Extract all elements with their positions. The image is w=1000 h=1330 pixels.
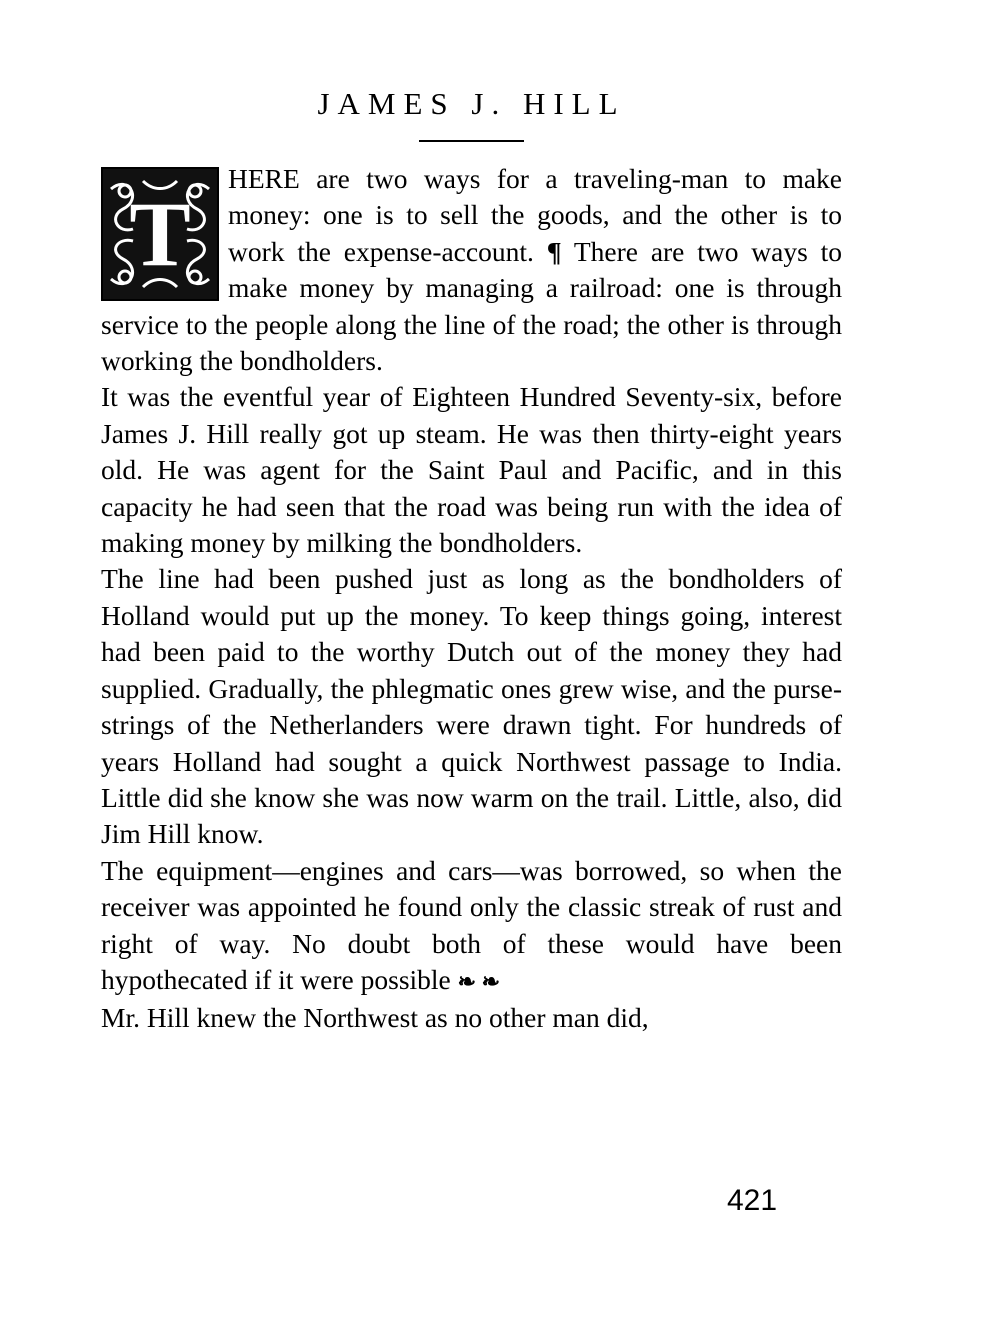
leaf-ornament-icon: ❧ ❧	[457, 968, 501, 994]
paragraph-4	[101, 853, 842, 1001]
running-title: JAMES J. HILL	[317, 86, 626, 121]
paragraph-4-text: The equipment—engines and cars—was borrowed, so when the receiver was appointed he found only the classic streak of rust and right of way. No doubt both of these would have been hypothecated if it were possible	[101, 854, 842, 995]
ornamental-initial	[101, 167, 219, 301]
drop-cap-letter: T	[129, 182, 191, 285]
page-number: 421	[727, 1184, 778, 1217]
paragraph-1-continuation: There are two ways to make money by managing a railroad: one is through service to the people along the line of the road; the other is through working the bondholders.	[101, 235, 843, 377]
body-text	[101, 161, 842, 1037]
paragraph-3: The line had been pushed just as long as the bondholders of Holland would put up the money. To keep things going, interest had been paid to the worthy Dutch out of the money they had supplied. Gradually, the phlegmatic ones grew wise, and the purse-strings of the Netherlanders were drawn tight. For hundreds of years Holland had sought a quick Northwest passage to India. Little did she know she was now warm on the trail. Little, also, did Jim Hill know.	[101, 563, 842, 850]
paragraph-2: It was the eventful year of Eighteen Hundred Seventy-six, before James J. Hill really got up steam. He was then thirty-eight years old. He was agent for the Saint Paul and Pacific, and in this capacity he had seen that the road was being run with the idea of making money by milking the bondholders.	[101, 381, 842, 559]
drop-cap-block	[101, 167, 219, 297]
paragraph-5: Mr. Hill knew the Northwest as no other man did,	[101, 1002, 649, 1034]
pilcrow-mark: ¶	[546, 235, 562, 267]
title-rule	[419, 140, 524, 142]
paragraph-1	[101, 161, 842, 379]
paragraph-1-text: HERE are two ways for a traveling-man to make money: one is to sell the goods, and the other is to work the expense-account.	[228, 163, 842, 267]
